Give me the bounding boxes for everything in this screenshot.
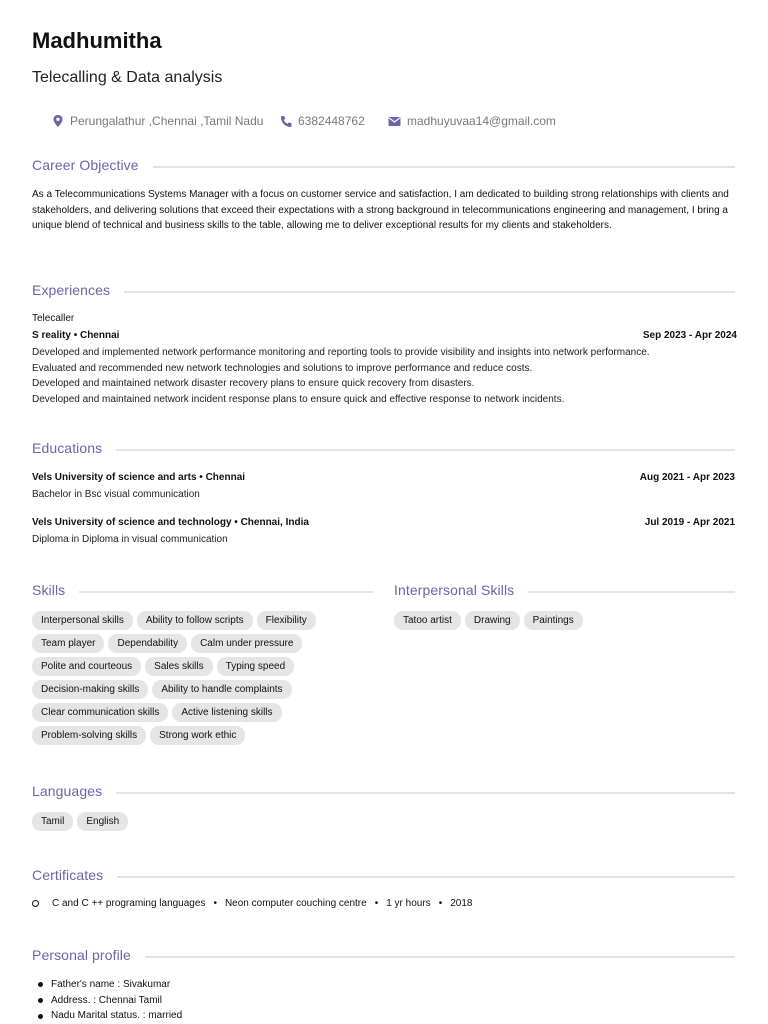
section-divider [116, 792, 735, 794]
section-title: Interpersonal Skills [394, 582, 515, 598]
skill-chip: Tatoo artist [394, 611, 461, 630]
section-divider [153, 166, 735, 168]
education-school: Vels University of science and arts • Chennai [32, 472, 246, 483]
location-text: Perungalathur ,Chennai ,Tamil Nadu [70, 114, 264, 128]
skills-list [32, 611, 362, 749]
certificate-duration: 1 yr hours [386, 898, 431, 909]
contact-phone [280, 114, 365, 128]
certificate-year: 2018 [450, 898, 473, 909]
skill-chip: Flexibility [257, 611, 316, 630]
envelope-icon [388, 116, 407, 127]
career-objective-text: As a Telecommunications Systems Manager with a focus on customer service and satisfaction, I am dedicated to building strong relationships with clients and stakeholders, and delivering solutions that exceed their expectations with a strong background in telecommunications engineering and management, I bring a unique blend of technical and business skills to the table, allowing me to deliver exceptional results for my clients and stakeholders. [32, 189, 729, 232]
section-title: Skills [32, 582, 66, 598]
experiences-header [32, 282, 735, 298]
skill-chip: Drawing [465, 611, 520, 630]
job-company: S reality • Chennai [32, 330, 120, 341]
education-row [32, 472, 735, 483]
skill-chip: English [77, 812, 128, 831]
skill-chip: Paintings [524, 611, 583, 630]
skills-header [32, 582, 373, 598]
list-item-text: Nadu Marital status. : married [51, 1010, 183, 1022]
list-item [38, 993, 182, 1009]
list-item: Developed and maintained network disaster recovery plans to ensure quick recovery from disasters. [32, 378, 475, 390]
contact-location [52, 114, 263, 128]
section-title: Experiences [32, 282, 111, 298]
list-item [38, 1008, 182, 1024]
job-bullets [32, 345, 650, 408]
candidate-name: Madhumitha [32, 28, 162, 53]
education-dates: Jul 2019 - Apr 2021 [644, 517, 735, 528]
languages-list [32, 812, 332, 835]
candidate-title: Telecalling & Data analysis [32, 69, 223, 86]
list-item: Developed and implemented network performance monitoring and reporting tools to provide visibility and insights into network performance. [32, 347, 650, 358]
bullet-icon [38, 982, 43, 987]
bullet-icon [38, 1014, 43, 1019]
skill-chip: Problem-solving skills [32, 726, 146, 745]
section-title: Certificates [32, 867, 104, 883]
skill-chip: Sales skills [145, 657, 212, 676]
section-title: Personal profile [32, 947, 131, 963]
section-divider [117, 876, 735, 878]
section-divider [79, 591, 373, 593]
job-company-row [32, 330, 737, 341]
education-row [32, 517, 735, 528]
skill-chip: Decision-making skills [32, 680, 148, 699]
section-divider [145, 956, 735, 958]
education-degree: Diploma in Diploma in visual communication [32, 534, 228, 545]
skill-chip: Typing speed [217, 657, 295, 676]
contact-email [388, 114, 556, 128]
skill-chip: Calm under pressure [191, 634, 302, 653]
skill-chip: Clear communication skills [32, 703, 168, 722]
skill-chip: Active listening skills [172, 703, 281, 722]
languages-header [32, 783, 735, 799]
job-dates: Sep 2023 - Apr 2024 [642, 330, 737, 341]
separator: • [374, 898, 379, 909]
bullet-icon [38, 998, 43, 1003]
certificate-institute: Neon computer couching centre [224, 898, 367, 909]
phone-text[interactable]: 6382448762 [298, 114, 365, 128]
location-pin-icon [52, 114, 70, 128]
skill-chip: Interpersonal skills [32, 611, 133, 630]
list-item: Evaluated and recommended new network technologies and solutions to improve performance and reduce costs. [32, 362, 533, 374]
circle-bullet-icon [32, 900, 39, 907]
education-dates: Aug 2021 - Apr 2023 [639, 472, 735, 483]
list-item [38, 977, 182, 993]
separator: • [213, 898, 217, 909]
skill-chip: Team player [32, 634, 104, 653]
list-item: Developed and maintained network incident response plans to ensure quick and effective response to network incidents. [32, 394, 565, 406]
interpersonal-skills-list [394, 611, 734, 634]
section-divider [116, 449, 735, 451]
section-divider [124, 291, 735, 293]
list-item-text: Father's name : Sivakumar [51, 979, 171, 990]
career-objective-header [32, 157, 735, 173]
personal-profile-header [32, 947, 735, 963]
section-title: Career Objective [32, 157, 139, 173]
educations-header [32, 440, 735, 456]
skill-chip: Ability to follow scripts [137, 611, 253, 630]
email-link[interactable]: madhuyuvaa14@gmail.com [407, 114, 556, 128]
skill-chip: Tamil [32, 812, 73, 831]
separator: • [438, 898, 443, 909]
certificate-item [32, 898, 472, 909]
personal-profile-list [38, 977, 182, 1024]
skill-chip: Dependability [108, 634, 187, 653]
phone-icon [280, 115, 298, 128]
section-title: Languages [32, 783, 103, 799]
skill-chip: Polite and courteous [32, 657, 141, 676]
certificates-header [32, 867, 735, 883]
education-school: Vels University of science and technology • Chennai, India [32, 517, 309, 528]
section-title: Educations [32, 440, 103, 456]
interpersonal-skills-header [394, 582, 735, 598]
certificate-course: C and C ++ programing languages [52, 898, 206, 909]
job-role: Telecaller [32, 313, 75, 324]
skill-chip: Ability to handle complaints [152, 680, 291, 699]
list-item-text: Address. : Chennai Tamil [51, 994, 162, 1006]
section-divider [528, 591, 735, 593]
education-degree: Bachelor in Bsc visual communication [32, 489, 200, 500]
skill-chip: Strong work ethic [150, 726, 245, 745]
